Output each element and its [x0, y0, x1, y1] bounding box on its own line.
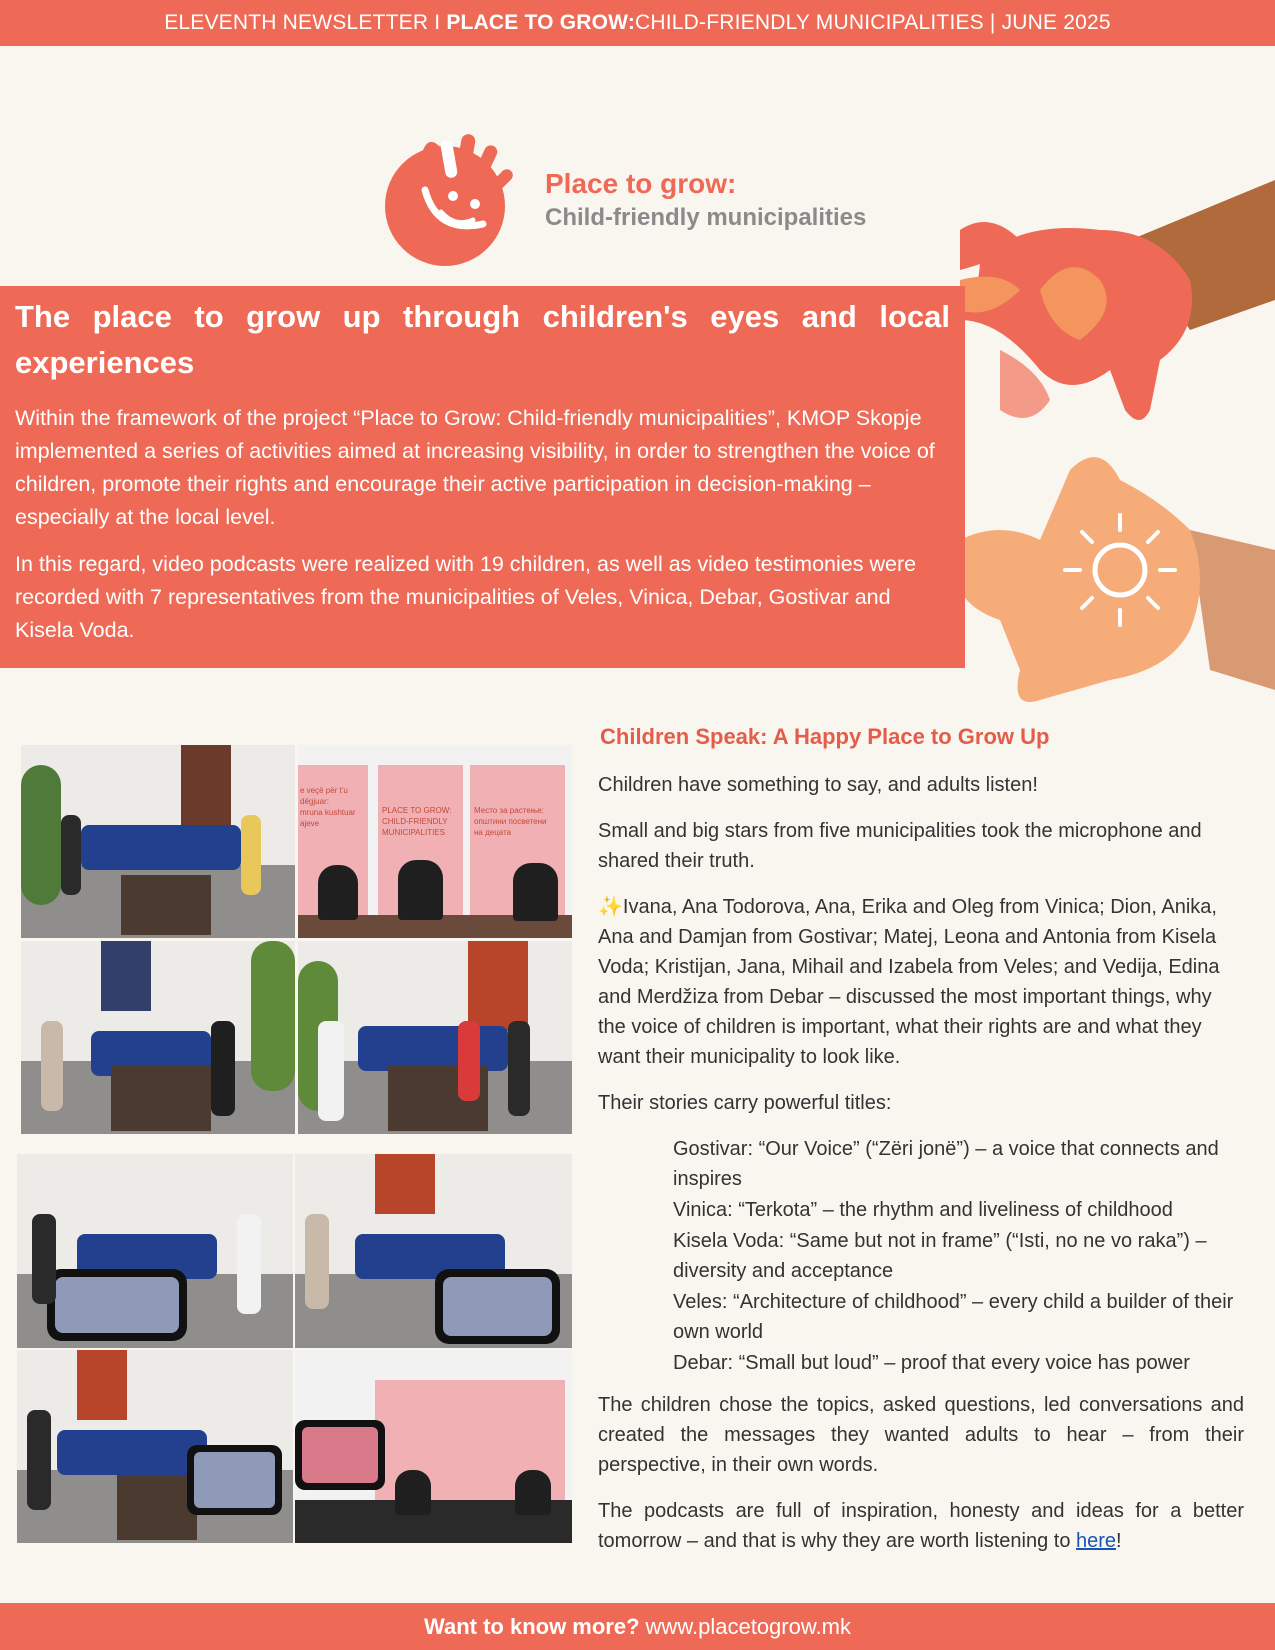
list-item — [673, 1134, 1244, 1194]
intro-title: The place to grow up through children's eyes and local experiences — [15, 299, 950, 380]
project-logo — [383, 130, 903, 270]
hand-sun-illustration — [960, 457, 1275, 702]
hands-illustration — [960, 170, 1275, 720]
list-item-text: Kisela Voda: “Same but not in frame” (“Isti, no ne vo raka”) – diversity and acceptance — [673, 1230, 1207, 1282]
hand-heart-illustration — [960, 180, 1275, 420]
podcast-photo — [295, 1350, 572, 1543]
logo-subtitle: Child-friendly municipalities — [545, 204, 867, 231]
article-body — [598, 770, 1244, 1572]
list-item — [673, 1226, 1244, 1286]
intro-paragraph: Within the framework of the project “Place to Grow: Child-friendly municipalities”, KMOP Skopje implemented a series of activities aimed at increasing visibility, in order to strengthen the voice of children, promote their rights and encourage their active participation in decision-making – especially at the local level. — [15, 406, 935, 529]
article-paragraph: Children have something to say, and adults listen! — [598, 774, 1038, 796]
article-paragraph: Their stories carry powerful titles: — [598, 1092, 892, 1114]
banner-text: на децата — [474, 828, 512, 837]
banner-text: ajeve — [300, 819, 320, 828]
footer-website-link[interactable]: www.placetogrow.mk — [645, 1613, 851, 1639]
list-item — [673, 1348, 1244, 1378]
podcasts-here-link[interactable]: here — [1076, 1530, 1117, 1552]
podcast-photo-collage — [17, 745, 575, 1547]
header-project-name: PLACE TO GROW: — [446, 11, 636, 34]
footer-banner — [0, 1603, 1275, 1650]
list-item-text: Gostivar: “Our Voice” (“Zëri jonë”) – a voice that connects and inspires — [673, 1138, 1219, 1190]
banner-text: mruna kushtuar — [300, 808, 356, 817]
article-paragraph: The children chose the topics, asked questions, led conversations and created the messages they wanted adults to hear – from their perspective, in their own words. — [598, 1394, 1244, 1476]
banner-text: e veçë për t'u dëgjuar: — [300, 786, 348, 806]
list-item — [673, 1195, 1244, 1225]
podcast-photo — [21, 745, 295, 938]
podcast-photo — [298, 745, 572, 938]
stories-list — [598, 1134, 1244, 1378]
list-item-text: Vinica: “Terkota” – the rhythm and liveliness of childhood — [673, 1199, 1173, 1221]
podcast-photo — [17, 1350, 293, 1543]
hand-smiley-logo-icon — [383, 130, 533, 270]
article-paragraph: ✨Ivana, Ana Todorova, Ana, Erika and Oleg from Vinica; Dion, Anika, Ana and Damjan from Gostivar; Matej, Leona and Antonia from Kisela Voda; Kristijan, Jana, Mihail and Izabela from Veles; and Vedija, Edina and Merdžiza from Debar – discussed the most important things, why the voice of children is important, what their rights are and what they want their municipality to look like. — [598, 896, 1220, 1068]
article-closing-paragraph — [598, 1496, 1244, 1556]
podcast-photo — [298, 941, 572, 1134]
banner-text: CHILD-FRIENDLY — [382, 817, 448, 826]
closing-text: The podcasts are full of inspiration, honesty and ideas for a better tomorrow – and that is why they are worth listening to — [598, 1500, 1244, 1552]
intro-paragraph: In this regard, video podcasts were realized with 19 children, as well as video testimonies were recorded with 7 representatives from the municipalities of Veles, Vinica, Debar, Gostivar and Kisela Voda. — [15, 552, 917, 642]
banner-text: PLACE TO GROW: — [382, 806, 452, 815]
banner-text: општини посветени — [474, 817, 547, 826]
list-item-text: Debar: “Small but loud” – proof that every voice has power — [673, 1352, 1190, 1374]
header-suffix: CHILD-FRIENDLY MUNICIPALITIES | JUNE 2025 — [635, 11, 1111, 34]
podcast-photo — [21, 941, 295, 1134]
podcast-photo — [17, 1154, 293, 1348]
article-paragraph: Small and big stars from five municipalities took the microphone and shared their truth. — [598, 820, 1202, 872]
list-item — [673, 1287, 1244, 1347]
logo-title: Place to grow: — [545, 168, 737, 199]
banner-text: Место за растење: — [474, 806, 544, 815]
list-item-text: Veles: “Architecture of childhood” – every child a builder of their own world — [673, 1291, 1234, 1343]
newsletter-header-banner — [0, 0, 1275, 46]
banner-text: MUNICIPALITIES — [382, 828, 445, 837]
header-prefix: ELEVENTH NEWSLETTER I — [164, 11, 441, 34]
article-title: Children Speak: A Happy Place to Grow Up — [600, 724, 1050, 749]
intro-section — [0, 286, 965, 668]
podcast-photo — [295, 1154, 572, 1348]
footer-prompt: Want to know more? — [424, 1613, 640, 1639]
closing-punctuation: ! — [1116, 1530, 1122, 1552]
